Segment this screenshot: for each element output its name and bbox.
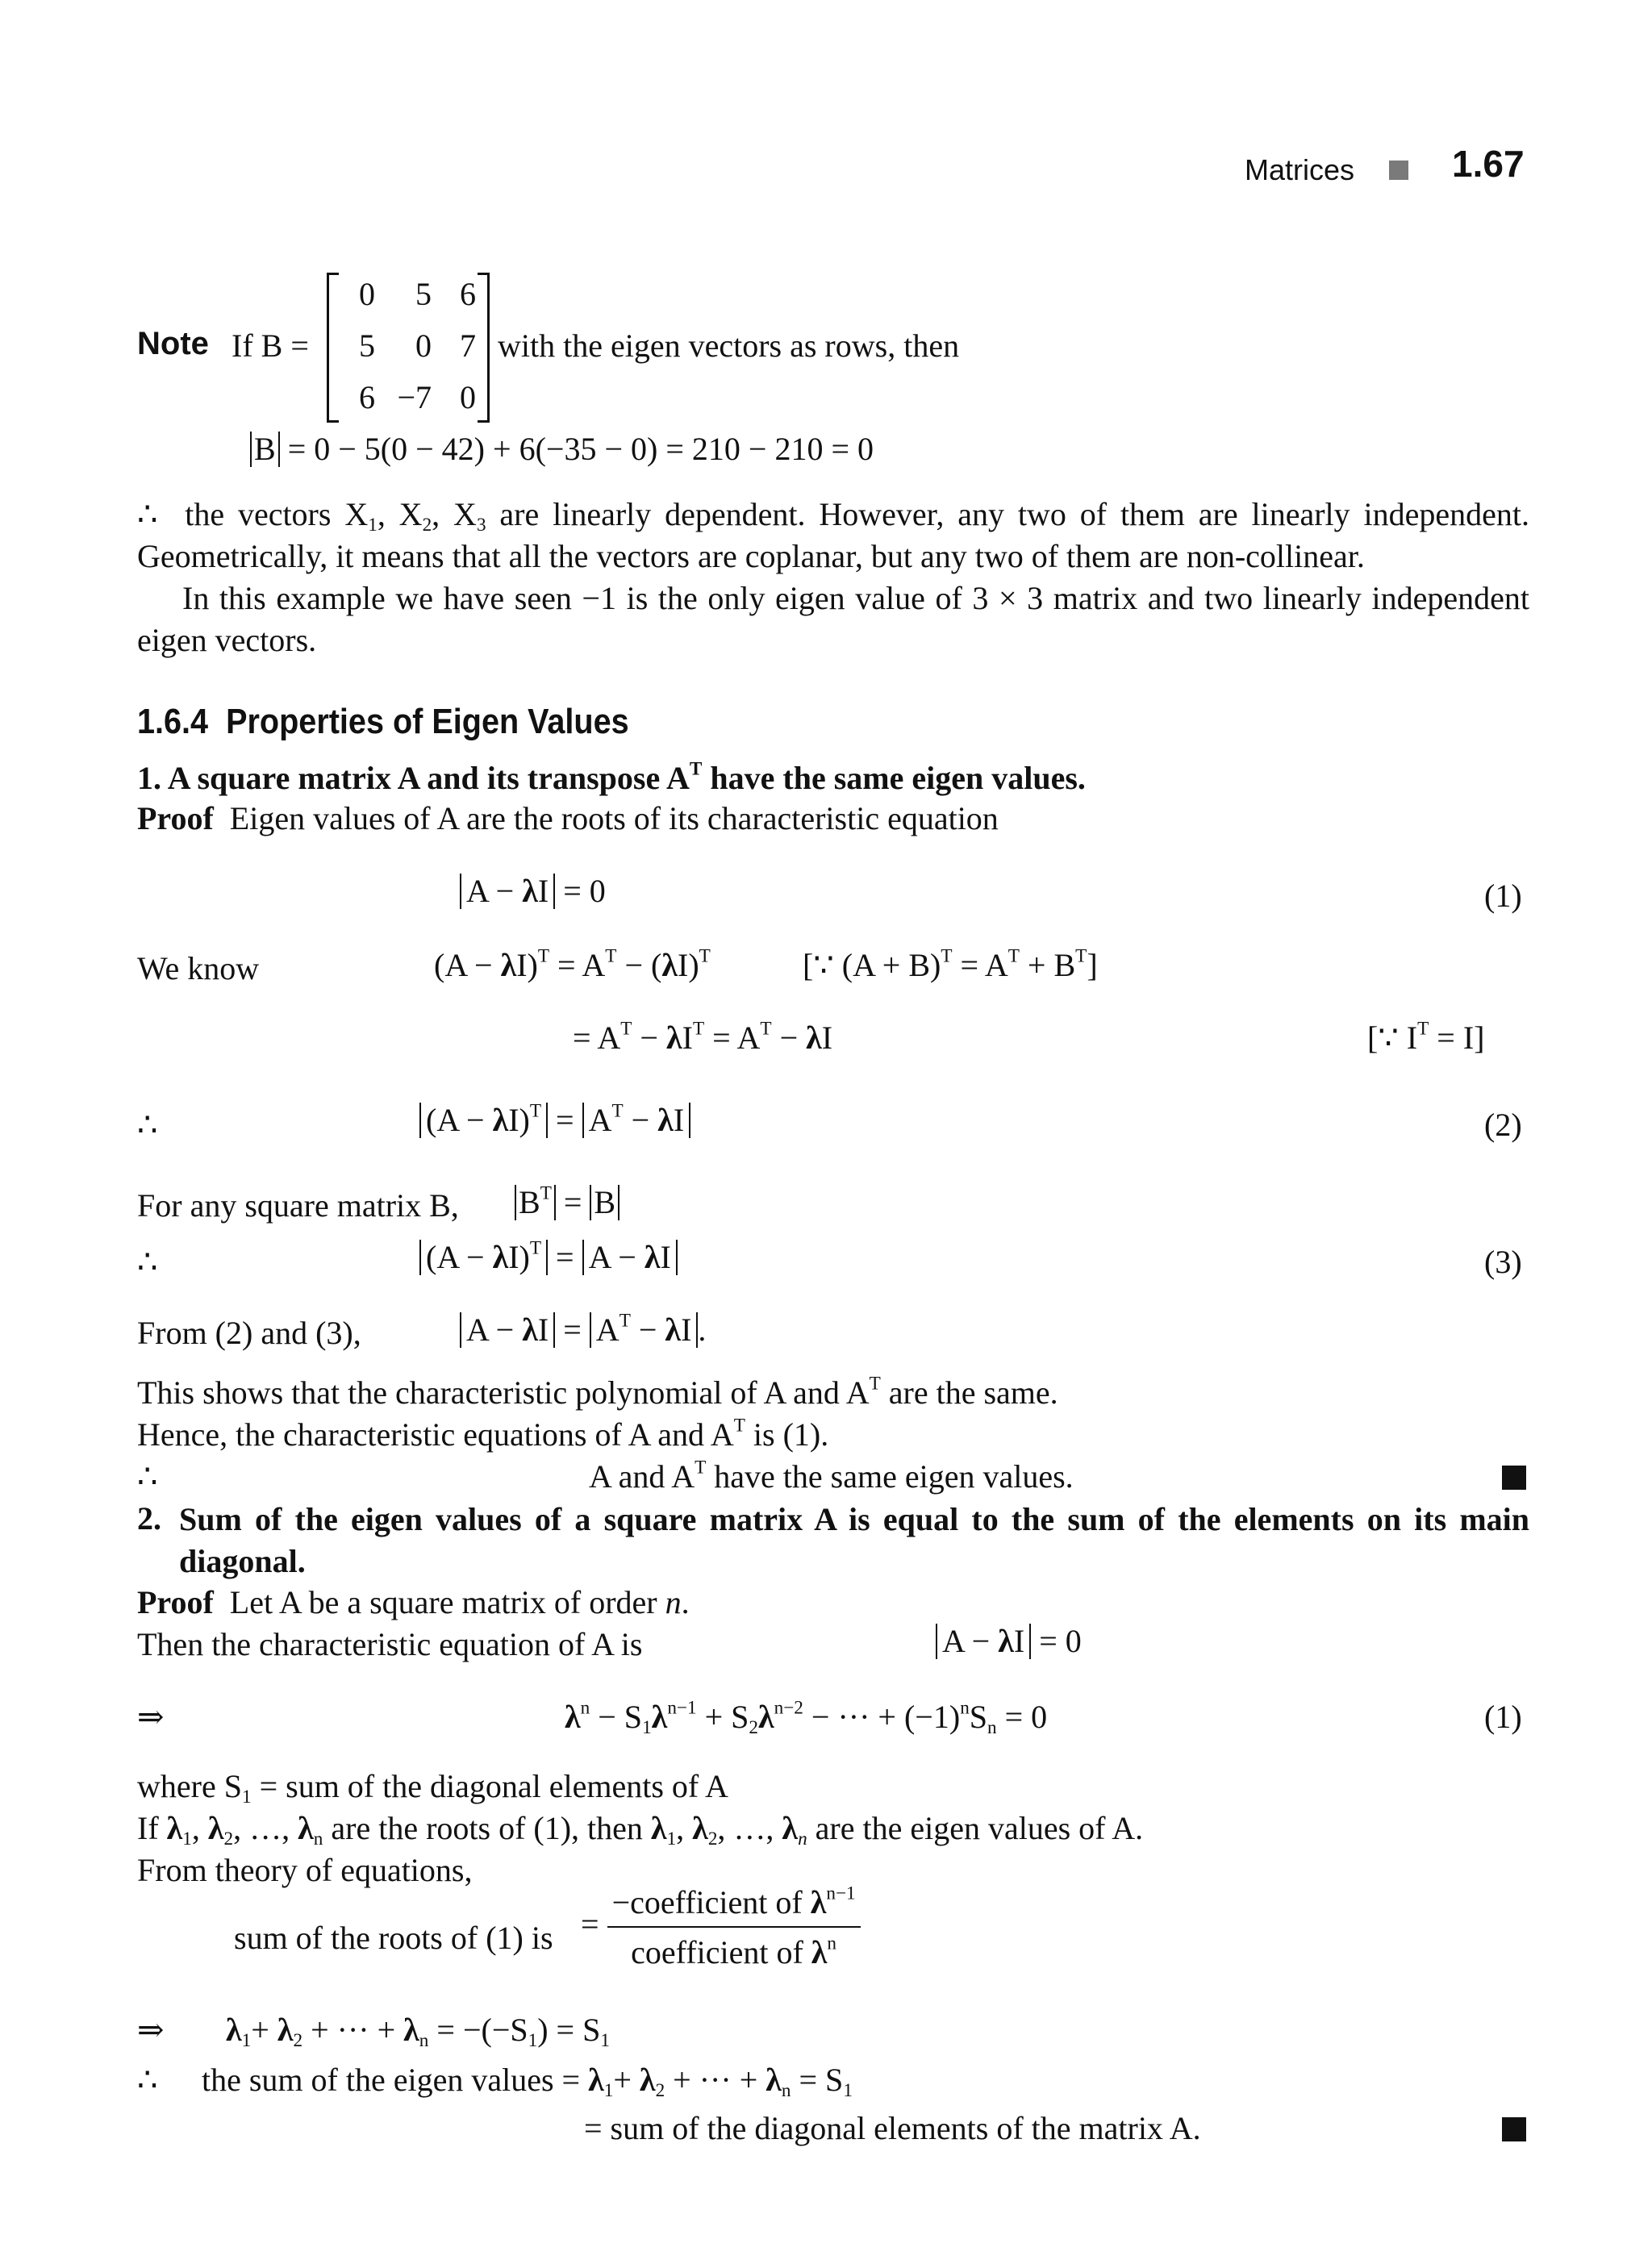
therefore-symbol: ∴	[137, 1107, 158, 1143]
fraction-numerator: −coefficient of $\lambda^{n-1}$	[607, 1883, 861, 1928]
matrix-right-bracket	[478, 273, 490, 423]
det-b-symbol: B	[254, 431, 276, 467]
fraction-denominator: coefficient of $\lambda^n$	[631, 1933, 837, 1970]
text: , X	[377, 496, 423, 532]
text: Eigen values of A are the roots of its characteristic equation	[229, 800, 999, 836]
conclusion-line-1: This shows that the characteristic polynomial of A and $A^T$ are the same.	[137, 1373, 1058, 1411]
equation-combined: $A - \lambda I = A^T - \lambda I$ .	[460, 1310, 706, 1350]
sum-of-roots-fraction: = $\frac{-coefficient of \lambda^{n-1}}{coefficient of \lambda^n}$	[581, 1883, 861, 1973]
text: the vectors X	[185, 496, 369, 532]
final-diagonal-line: = sum of the diagonal elements of the matrix A.	[584, 2110, 1201, 2146]
char-polynomial: $\lambda^n - S_1\lambda^{n-1} + S_2\lambda^{n-2}$ − ··· + $(-1)^nS_n = 0$	[565, 1697, 1048, 1738]
det-b-equation	[250, 429, 874, 469]
matrix-cell: −7	[397, 379, 432, 415]
text: = I]	[1429, 1020, 1485, 1056]
roots-line: If $\lambda_1$, $\lambda_2$, …, $\lambda_n$ are the roots of (1), then $\lambda_1$, $\lambda_2$, …, $\lambda_n$ are the eigen values of A.	[137, 1810, 1144, 1849]
note-suffix: with the eigen vectors as rows, then	[498, 327, 960, 364]
text: 1. A square matrix A and its transpose A	[137, 760, 690, 796]
note-paragraph-1: ∴ the vectors $X_1$, $X_2$, $X_3$ are linearly dependent. However, any two of them are linearly independent. Geometrically, it means that all the vectors are coplanar, but any two of them are non-collinear.	[137, 496, 1530, 574]
running-header-chapter: Matrices	[1245, 153, 1355, 186]
text: In this example we have seen −1 is the only eigen value of 3 × 3 matrix and two linearly independent eigen vectors.	[137, 580, 1529, 658]
transpose-equation: $(A - \lambda I)^T = A^T - (\lambda I)^T$	[434, 945, 711, 983]
text: ]	[1087, 947, 1098, 983]
conclusion-line-2: Hence, the characteristic equations of A and $A^T$ is (1).	[137, 1415, 829, 1453]
implies-symbol: ⇒	[137, 1699, 165, 1735]
text: are the eigen values of A.	[807, 1810, 1144, 1846]
text: = sum of the diagonal elements of A	[251, 1768, 728, 1804]
equation-2: $(A - \lambda I)^T = A^T - \lambda I$	[419, 1100, 690, 1141]
matrix-cell: 0	[415, 327, 432, 364]
text: are linearly dependent. However, any two of them are linearly independent. Geometrically, it means that all the vectors are coplanar, but any two of them are non-collinear.	[137, 496, 1530, 574]
section-heading	[137, 702, 629, 742]
from-2-3-label: From (2) and (3),	[137, 1315, 361, 1351]
property-1-heading: 1. A square matrix A and its transpose $A^T$ have the same eigen values.	[137, 758, 1086, 796]
proof-label: Proof	[137, 800, 214, 836]
text: have the same eigen values.	[706, 1458, 1074, 1495]
therefore-symbol: ∴	[137, 496, 158, 532]
matrix-cell: 0	[460, 379, 476, 415]
end-of-proof-icon	[1502, 2117, 1526, 2141]
matrix-cell: 5	[415, 276, 432, 312]
char-eq-expression: A − λI = 0	[936, 1621, 1082, 1662]
char-eq-label: Then the characteristic equation of A is	[137, 1626, 643, 1662]
header-square-icon	[1389, 161, 1408, 180]
text: are the roots of (1), then	[323, 1810, 651, 1846]
order-symbol: n	[665, 1584, 682, 1620]
det-b-expansion: = 0 − 5(0 − 42) + 6(−35 − 0) = 210 − 210 = 0	[287, 431, 874, 467]
equation-char: A − λI = 0	[460, 871, 606, 911]
text: Let A be a square matrix of order	[229, 1584, 665, 1620]
det-transpose-equation: $B^T = B$	[515, 1182, 620, 1223]
matrix-cell: 5	[359, 327, 375, 364]
text: If	[137, 1810, 167, 1846]
therefore-symbol: ∴	[137, 2062, 158, 2098]
text: , X	[432, 496, 477, 532]
equation-number: (1)	[1484, 1699, 1522, 1735]
text: This shows that the characteristic polynomial of A and A	[137, 1374, 870, 1411]
text: + B	[1019, 947, 1076, 983]
property-2-proof	[137, 1583, 690, 1623]
implies-symbol: ⇒	[137, 2012, 165, 2048]
conclusion-line-3: A and $A^T$ have the same eigen values.	[589, 1457, 1074, 1495]
for-any-label: For any square matrix B,	[137, 1187, 459, 1224]
fraction	[607, 1883, 861, 1973]
note-label: Note	[137, 326, 209, 361]
reason-transpose-sum: [∵ $(A + B)^T = A^T + B^T$]	[803, 945, 1098, 983]
text: [∵ I	[1367, 1020, 1418, 1056]
matrix-cell: 6	[460, 276, 476, 312]
section-title: Properties of Eigen Values	[226, 702, 629, 741]
matrix-b	[327, 273, 490, 419]
det-b-bars	[250, 432, 280, 467]
text: A and A	[589, 1458, 695, 1495]
text: are the same.	[880, 1374, 1058, 1411]
sum-lambda-equation: $\lambda_1+ \lambda_2$ + ··· + $\lambda_n = -(-S_1) = S_1$	[226, 2012, 610, 2051]
text: have the same eigen values.	[702, 760, 1086, 796]
proof-label: Proof	[137, 1584, 214, 1620]
note-prefix: If B =	[232, 327, 309, 364]
text: [∵ (A + B)	[803, 947, 941, 983]
equation-3: $(A - \lambda I)^T = A - \lambda I$	[419, 1237, 678, 1278]
reason-identity-transpose: [∵ $I^T = I$]	[1367, 1018, 1485, 1056]
therefore-symbol: ∴	[137, 1458, 158, 1495]
matrix-cell: 6	[359, 379, 375, 415]
page-number: 1.67	[1452, 143, 1525, 185]
text: .	[681, 1584, 690, 1620]
equation-number: (3)	[1484, 1244, 1522, 1280]
property-1-proof	[137, 799, 999, 839]
therefore-symbol: ∴	[137, 1244, 158, 1280]
text: where S	[137, 1768, 242, 1804]
matrix-cell: 7	[460, 327, 476, 364]
text: Hence, the characteristic equations of A and A	[137, 1416, 734, 1453]
text: = A	[952, 947, 1008, 983]
property-2-heading: Sum of the eigen values of a square matrix A is equal to the sum of the elements on its main diagonal.	[179, 1501, 1529, 1579]
property-2-number: 2.	[137, 1500, 161, 1537]
transpose-equation-continued: = $A^T - \lambda I^T = A^T - \lambda I$	[573, 1018, 833, 1056]
matrix-cell: 0	[359, 276, 375, 312]
theory-line: From theory of equations,	[137, 1852, 473, 1888]
sum-of-roots-label: sum of the roots of (1) is	[234, 1920, 553, 1956]
equation-number: (1)	[1484, 878, 1522, 914]
text: the sum of the eigen values	[202, 2062, 554, 2098]
final-sum-line: the sum of the eigen values = $\lambda_1+ \lambda_2$ + ··· + $\lambda_n = S_1$	[202, 2062, 853, 2101]
end-of-proof-icon	[1502, 1466, 1526, 1490]
section-number: 1.6.4	[137, 702, 209, 741]
where-line: where $S_1$ = sum of the diagonal elements of A	[137, 1768, 728, 1808]
text: is (1).	[745, 1416, 829, 1453]
note-paragraph-2	[137, 578, 1529, 661]
we-know-label: We know	[137, 950, 260, 986]
equation-number: (2)	[1484, 1107, 1522, 1143]
